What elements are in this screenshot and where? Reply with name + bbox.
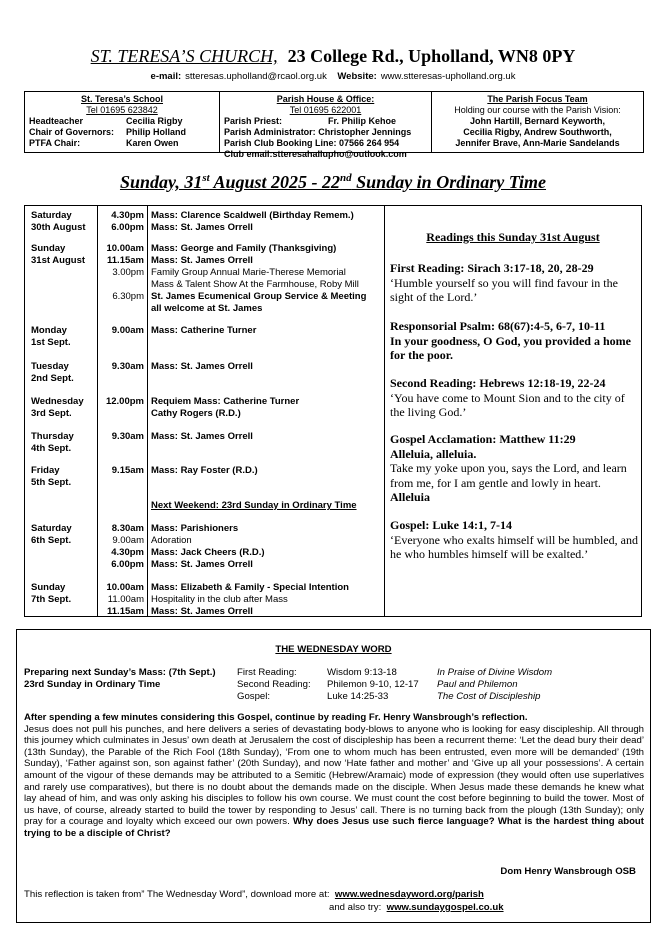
first-reading-text: ‘Humble yourself so you will find favour in the sight of the Lord.’	[390, 275, 618, 304]
schedule-row	[25, 535, 387, 547]
title-sup: st	[202, 172, 210, 184]
schedule-text: Mass: St. James Orrell	[151, 431, 253, 442]
header-title	[0, 46, 666, 67]
schedule-time: 9.15am	[111, 465, 144, 476]
parish-value: 07566 264 954	[339, 138, 400, 148]
parish-title: Parish House & Office:	[276, 94, 375, 104]
schedule-row	[25, 547, 387, 559]
schedule-text: Mass: St. James Orrell	[151, 222, 253, 233]
preparing-line: 23rd Sunday in Ordinary Time	[24, 679, 161, 690]
schedule-row	[25, 523, 387, 535]
schedule-time: 4.30pm	[111, 547, 144, 558]
source-text: and also try:	[329, 902, 382, 913]
parish-value: Christopher Jennings	[318, 127, 412, 137]
school-key: Chair of Governors:	[29, 127, 115, 137]
schedule-row	[25, 291, 387, 303]
parish-value: Fr. Philip Kehoe	[328, 116, 397, 126]
schedule-text: Mass: Elizabeth & Family - Special Intention	[151, 582, 349, 593]
schedule-time: 4.30pm	[111, 210, 144, 221]
source-note	[24, 888, 504, 914]
parish-key: Parish Club Booking Line:	[224, 138, 337, 148]
schedule-day: 5th Sept.	[31, 477, 72, 488]
schedule-time: 9.00am	[111, 325, 144, 336]
schedule-text: Mass & Talent Show At the Farmhouse, Roby Mill	[151, 279, 359, 290]
schedule-day: 1st Sept.	[31, 337, 71, 348]
schedule-time: 6.30pm	[112, 291, 144, 302]
schedule-text: Mass: George and Family (Thanksgiving)	[151, 243, 337, 254]
schedule-text: Hospitality in the club after Mass	[151, 594, 288, 605]
schedule-row	[25, 477, 387, 489]
schedule-time: 12.00pm	[105, 396, 144, 407]
second-reading-label: Second Reading: Hebrews 12:18-19, 22-24	[390, 376, 606, 390]
schedule-day: Saturday	[31, 523, 72, 534]
schedule-text: Mass: St. James Orrell	[151, 255, 253, 266]
schedule-time: 11.15am	[107, 606, 144, 617]
schedule-text: Mass: Clarence Scaldwell (Birthday Remem.)	[151, 210, 354, 221]
schedule-time: 6.00pm	[111, 559, 144, 570]
schedule-row	[25, 465, 387, 477]
schedule-time: 6.00pm	[111, 222, 144, 233]
schedule-day: Thursday	[31, 431, 74, 442]
parish-key: Parish Administrator:	[224, 127, 316, 137]
acclamation-end: Alleluia	[390, 490, 431, 504]
title-sup: nd	[340, 172, 352, 184]
schedule-row	[25, 222, 387, 234]
title-part: Sunday, 31	[119, 172, 203, 192]
schedule-text: Mass: Ray Foster (R.D.)	[151, 465, 258, 476]
psalm-text: In your goodness, O God, you provided a home for the poor.	[390, 333, 631, 362]
focus-title: The Parish Focus Team	[487, 94, 588, 104]
readings-heading: Readings this Sunday 31st August	[426, 230, 600, 244]
readings-panel	[384, 205, 642, 617]
acclamation-text: Take my yoke upon you, says the Lord, and learn from me, for I am gentle and lowly in heart.	[390, 461, 627, 490]
schedule-time: 10.00am	[106, 243, 144, 254]
second-reading-text: ‘You have come to Mount Sion and to the city of the living God.’	[390, 390, 625, 419]
schedule-row	[25, 582, 387, 594]
focus-line: Holding our course with the Parish Vision:	[454, 105, 621, 115]
schedule-time: 9.30am	[111, 361, 144, 372]
parish-tel: Tel 01695 622001	[289, 105, 362, 115]
title-part: August 2025 - 22	[209, 172, 341, 192]
gospel	[390, 518, 640, 562]
title-part: Sunday in Ordinary Time	[351, 172, 547, 192]
wednesday-word-title: THE WEDNESDAY WORD	[275, 644, 392, 655]
schedule-day: 6th Sept.	[31, 535, 72, 546]
schedule-time: 10.00am	[106, 582, 144, 593]
preparing-line: Preparing next Sunday’s Mass: (7th Sept.)	[24, 667, 216, 678]
signature: Dom Henry Wansbrough OSB	[500, 866, 636, 877]
reading-label: First Reading:	[237, 667, 297, 678]
website-label: Website:	[337, 71, 377, 82]
focus-line: John Hartill, Bernard Keyworth,	[469, 116, 606, 126]
schedule-row	[25, 594, 387, 606]
parish-key: Parish Priest:	[224, 116, 283, 126]
schedule-text: Mass: Catherine Turner	[151, 325, 257, 336]
schedule-row	[25, 373, 387, 385]
parish-column	[220, 92, 432, 159]
acclamation-label: Gospel Acclamation: Matthew 11:29	[390, 432, 576, 446]
gospel-acclamation	[390, 432, 640, 505]
schedule-text: Mass: Parishioners	[151, 523, 239, 534]
first-reading-label: First Reading: Sirach 3:17-18, 20, 28-29	[390, 261, 594, 275]
reading-label: Gospel:	[237, 691, 271, 702]
reading-label: Second Reading:	[237, 679, 311, 690]
school-value: Cecilia Rigby	[126, 116, 183, 126]
schedule-time: 8.30am	[111, 523, 144, 534]
parish-key: Club email:	[224, 149, 273, 159]
schedule-row	[25, 431, 387, 443]
school-column	[25, 92, 220, 152]
schedule-row	[25, 210, 387, 222]
first-reading	[390, 261, 640, 305]
club-email[interactable]: stteresahallupho@outlook.com	[272, 149, 407, 159]
schedule-time: 9.30am	[111, 431, 144, 442]
schedule-day: Monday	[31, 325, 67, 336]
schedule-row	[25, 325, 387, 337]
psalm	[390, 319, 640, 363]
schedule-text: Cathy Rogers (R.D.)	[151, 408, 241, 419]
schedule-day: 4th Sept.	[31, 443, 72, 454]
reflection-question: Why does Jesus use such fierce language? What is the hardest thing about trying to be a disciple of Christ?	[24, 816, 644, 839]
schedule-text: Mass: St. James Orrell	[151, 361, 253, 372]
source-text: This reflection is taken from” The Wednesday Word”, download more at:	[24, 889, 330, 900]
reading-title: In Praise of Divine Wisdom	[437, 667, 553, 678]
reading-title: Paul and Philemon	[437, 679, 518, 690]
school-value: Karen Owen	[126, 138, 179, 148]
schedule-row	[25, 303, 387, 315]
info-box	[24, 91, 644, 159]
schedule-row	[25, 443, 387, 455]
email-label: e-mail:	[150, 71, 182, 82]
reading-title: The Cost of Discipleship	[437, 691, 541, 702]
schedule-day: Wednesday	[31, 396, 84, 407]
schedule-row	[25, 279, 387, 291]
schedule-text: Family Group Annual Marie-Therese Memorial	[151, 267, 346, 278]
schedule-day: 7th Sept.	[31, 594, 72, 605]
schedule-day: Saturday	[31, 210, 72, 221]
schedule-row	[25, 361, 387, 373]
schedule-day: 3rd Sept.	[31, 408, 72, 419]
acclamation-alleluia: Alleluia, alleluia.	[390, 446, 477, 461]
focus-column	[432, 92, 643, 152]
page-title	[0, 172, 666, 193]
schedule-day: Sunday	[31, 243, 66, 254]
schedule-text: Requiem Mass: Catherine Turner	[151, 396, 300, 407]
schedule-day: 31st August	[31, 255, 86, 266]
reading-ref: Luke 14:25-33	[327, 691, 389, 702]
schedule-row	[25, 500, 387, 512]
school-key: PTFA Chair:	[29, 138, 81, 148]
schedule-row	[25, 243, 387, 255]
school-tel: Tel 01695 623842	[86, 105, 158, 115]
schedule-text: Mass: St. James Orrell	[151, 559, 253, 570]
school-title: St. Teresa’s School	[80, 94, 164, 104]
schedule-text: Mass: Jack Cheers (R.D.)	[151, 547, 265, 558]
schedule-time: 3.00pm	[112, 267, 144, 278]
school-value: Philip Holland	[126, 127, 186, 137]
focus-line: Jennifer Brave, Ann-Marie Sandelands	[455, 138, 620, 148]
schedule-text: St. James Ecumenical Group Service & Meeting	[151, 291, 367, 302]
church-address: 23 College Rd., Upholland, WN8 0PY	[287, 46, 576, 66]
schedule-row	[25, 559, 387, 571]
schedule-row	[25, 255, 387, 267]
schedule-time: 11.00am	[107, 594, 144, 605]
mass-schedule	[24, 205, 387, 617]
schedule-day: 2nd Sept.	[31, 373, 74, 384]
schedule-text: all welcome at St. James	[151, 303, 263, 314]
schedule-time: 9.00am	[112, 535, 144, 546]
school-key: Headteacher	[29, 116, 84, 126]
schedule-day: Tuesday	[31, 361, 69, 372]
wednesday-word-link[interactable]: www.wednesdayword.org/parish	[334, 889, 484, 900]
reflection-body	[24, 712, 644, 840]
gospel-label: Gospel: Luke 14:1, 7-14	[390, 518, 513, 532]
schedule-row	[25, 606, 387, 618]
schedule-day: Sunday	[31, 582, 66, 593]
schedule-time: 11.15am	[107, 255, 144, 266]
focus-line: Cecilia Rigby, Andrew Southworth,	[463, 127, 612, 137]
schedule-day: Friday	[31, 465, 60, 476]
schedule-row	[25, 337, 387, 349]
schedule-row	[25, 396, 387, 408]
reading-ref: Wisdom 9:13-18	[327, 667, 397, 678]
preparing-block	[24, 667, 216, 691]
reading-ref: Philemon 9-10, 12-17	[327, 679, 419, 690]
schedule-row	[25, 267, 387, 279]
schedule-day: 30th August	[31, 222, 86, 233]
sunday-gospel-link[interactable]: www.sundaygospel.co.uk	[386, 902, 504, 913]
church-name: ST. TERESA’S CHURCH,	[90, 46, 278, 66]
gospel-text: ‘Everyone who exalts himself will be humbled, and he who humbles himself will be exalted.’	[390, 532, 638, 561]
schedule-text: Mass: St. James Orrell	[151, 606, 253, 617]
email-link[interactable]: stteresas.upholland@rcaol.org.uk	[185, 71, 327, 82]
reflection-intro: After spending a few minutes considering this Gospel, continue by reading Fr. Henry Wansbrough’s reflection.	[24, 712, 528, 723]
psalm-label: Responsorial Psalm: 68(67):4-5, 6-7, 10-11	[390, 319, 606, 333]
schedule-text: Adoration	[151, 535, 192, 546]
website-link[interactable]: www.stteresas-upholland.org.uk	[380, 71, 516, 82]
wednesday-word-box	[16, 629, 651, 923]
contact-line	[0, 71, 666, 82]
schedule-text: Next Weekend: 23rd Sunday in Ordinary Time	[151, 500, 357, 511]
reflection-text: Jesus does not pull his punches, and here delivers a series of devastating body-blows to anyone who is looking for easy discipleship. All through this journey which culminates in Jesus’ own death at Jerusalem the cost of discipleship has been a recurrent theme: ‘Let the dead bury their dead’ (13th Sunday), the Parable of the Rich Fool (18th Sunday), ‘From one to whom much has been entrusted, even more will be demanded’ (19th Sunday), ‘Father against son, son against father’ (20th Sunday), and now ‘Hate father and mother’ and ‘Give up all your possessions’. A certain amount of the vigour of these demands may be attributed to a Semitic (Hebrew/Aramaic) mode of expression (they would often use superlatives and rarely use comparatives), but there is no doubt about the demands made on the disciple. When Jesus made these demands he knew what lay ahead of him, and was only asking his disciples to follow his own course. We must count the cost before beginning to build the tower. Most of us have, of course, already started to build the tower by responding to Jesus’ call. There is no turning back from the plough (13th Sunday); only pray for a courage and loyalty which exceed our own powers.	[24, 723, 644, 828]
schedule-row	[25, 408, 387, 420]
second-reading	[390, 376, 640, 420]
